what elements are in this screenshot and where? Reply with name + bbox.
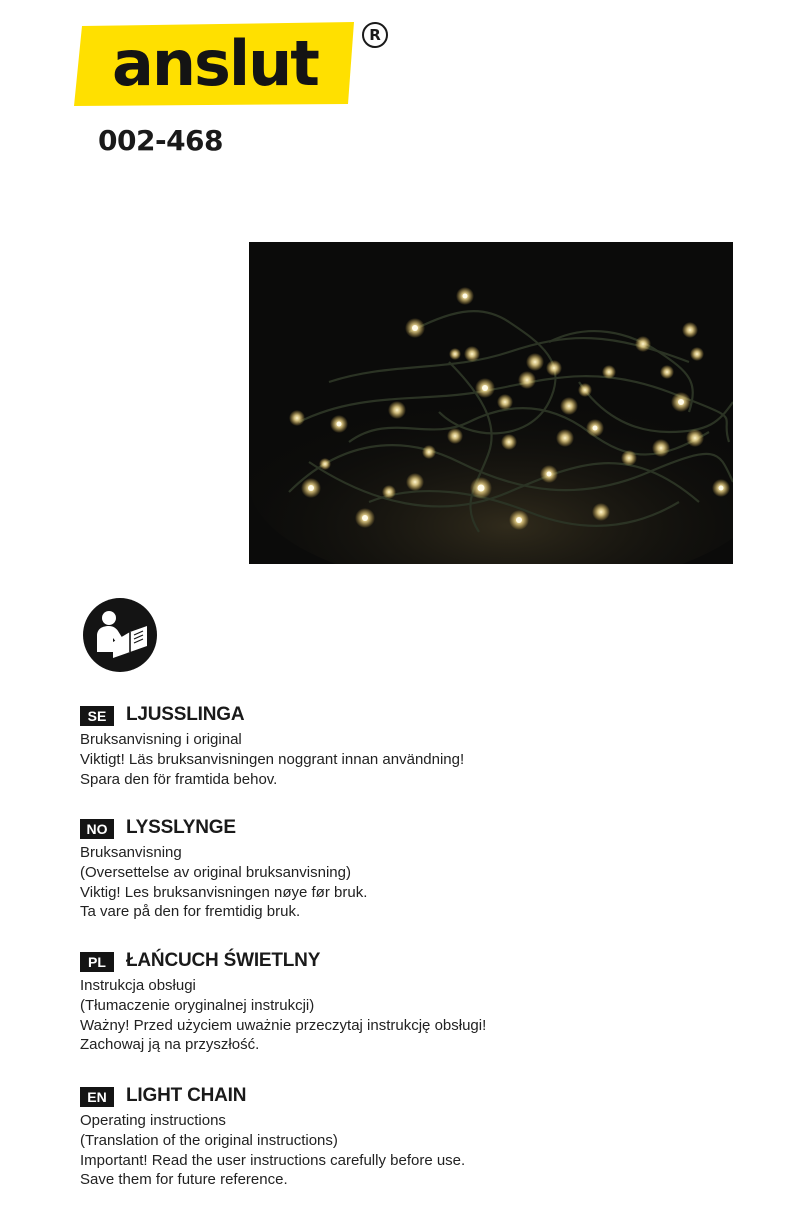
section-text-line: Save them for future reference. [80, 1171, 288, 1189]
section-title-en: LIGHT CHAIN [126, 1085, 247, 1106]
section-text-line: Viktig! Les bruksanvisningen nøye før bruk. [80, 883, 368, 901]
section-pl [80, 948, 486, 1055]
section-en [80, 1083, 465, 1190]
section-text-line: (Tłumaczenie oryginalnej instrukcji) [80, 996, 315, 1014]
section-no [80, 815, 367, 922]
logo-wordmark: anslut [112, 27, 318, 100]
section-title-pl: ŁAŃCUCH ŚWIETLNY [126, 950, 321, 971]
section-title-no: LYSSLYNGE [126, 817, 236, 838]
section-header [80, 815, 367, 841]
section-text-line: Zachowaj ją na przyszłość. [80, 1036, 260, 1054]
language-badge-no: NO [80, 819, 114, 839]
read-manual-icon [83, 598, 157, 672]
brand-logo [74, 22, 354, 106]
section-header [80, 1083, 465, 1109]
section-text-line: Bruksanvisning i original [80, 731, 242, 748]
section-text-line: Instrukcja obsługi [80, 977, 196, 994]
section-text-line: Viktigt! Läs bruksanvisningen noggrant innan användning! [80, 750, 465, 768]
section-header [80, 948, 486, 974]
section-header [80, 702, 464, 728]
language-badge-pl: PL [80, 952, 114, 972]
section-se [80, 702, 464, 789]
product-code: 002-468 [98, 124, 224, 157]
product-photo [249, 242, 733, 564]
registered-mark: R [362, 22, 388, 48]
section-text-line: Spara den för framtida behov. [80, 770, 278, 788]
section-text-line: Bruksanvisning [80, 844, 182, 861]
language-badge-en: EN [80, 1087, 114, 1107]
section-text-line: (Oversettelse av original bruksanvisning) [80, 863, 351, 881]
section-text-line: (Translation of the original instructions) [80, 1131, 338, 1149]
section-text-line: Ważny! Przed użyciem uważnie przeczytaj instrukcję obsługi! [80, 1016, 487, 1034]
section-text-line: Important! Read the user instructions carefully before use. [80, 1151, 466, 1169]
section-text-line: Ta vare på den for fremtidig bruk. [80, 903, 301, 921]
section-text-line: Operating instructions [80, 1112, 226, 1129]
language-badge-se: SE [80, 706, 114, 726]
section-title-se: LJUSSLINGA [126, 704, 245, 725]
